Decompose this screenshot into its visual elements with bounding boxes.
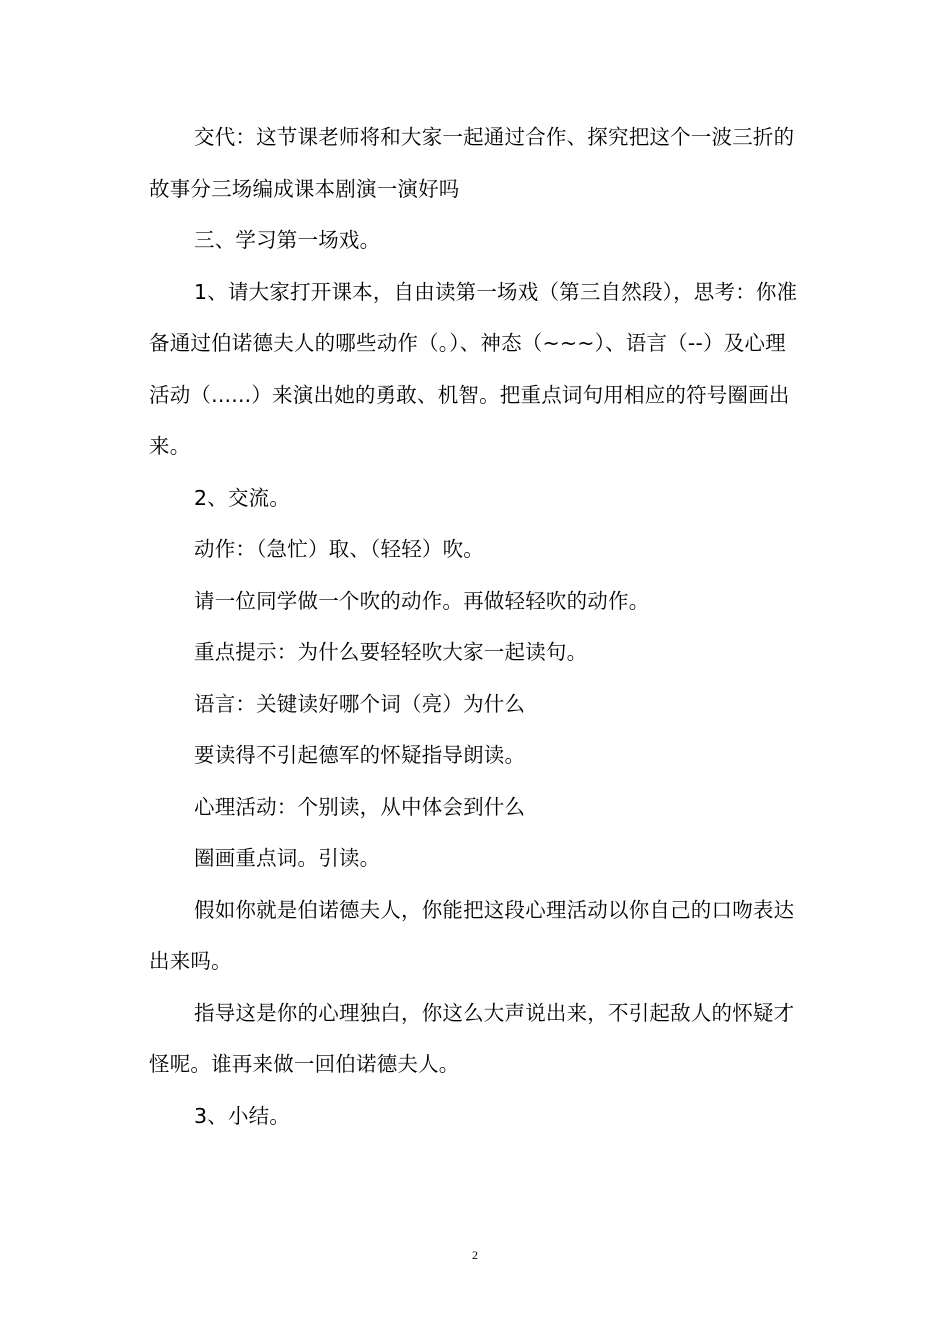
section-heading: 三、学习第一场戏。 [194,228,381,252]
paragraph: 1、请大家打开课本，自由读第一场戏（第三自然段），思考：你准备通过伯诺德夫人的哪些动作（。）、神态（~~~）、语言（--）及心理活动（......）来演出她的勇敢、机智。把重点词句用相应的符号圈画出来。 [149,279,798,458]
list-item: 2、交流。 [194,485,291,510]
paragraph: 圈画重点词。引读。 [194,846,381,870]
paragraph: 重点提示：为什么要轻轻吹大家一起读句。 [194,640,588,664]
paragraph: 心理活动：个别读，从中体会到什么 [194,794,526,819]
page-number: 2 [472,1248,478,1262]
body-text [149,112,804,1142]
paragraph: 假如你就是伯诺德夫人，你能把这段心理活动以你自己的口吻表达出来吗。 [149,897,795,973]
paragraph: 指导这是你的心理独白，你这么大声说出来，不引起敌人的怀疑才怪呢。谁再来做一回伯诺德夫人。 [149,1000,795,1076]
list-item: 3、小结。 [194,1103,291,1128]
paragraph: 语言：关键读好哪个词（亮）为什么 [194,691,526,716]
paragraph: 交代：这节课老师将和大家一起通过合作、探究把这个一波三折的故事分三场编成课本剧演一演好吗 [149,125,795,201]
paragraph: 动作：（急忙）取、（轻轻）吹。 [194,537,484,561]
paragraph: 要读得不引起德军的怀疑指导朗读。 [194,743,526,767]
paragraph: 请一位同学做一个吹的动作。再做轻轻吹的动作。 [194,588,650,613]
